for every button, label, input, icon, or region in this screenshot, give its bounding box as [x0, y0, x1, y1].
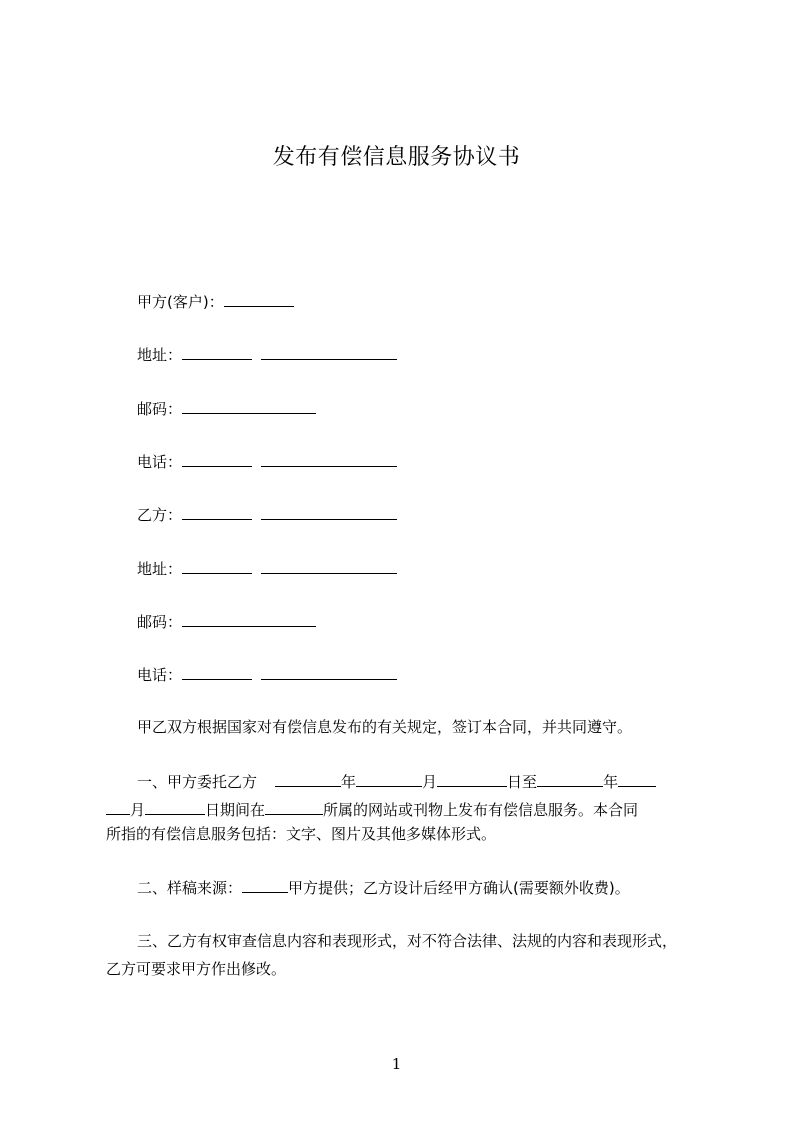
address-2-field — [137, 558, 397, 580]
clause-1-text-a: 一、甲方委托乙方 — [137, 773, 258, 791]
address-1-field — [137, 344, 397, 366]
address-1-blank-a — [182, 345, 252, 360]
clause-1-blank-7 — [145, 800, 205, 815]
phone-1-blank-b — [261, 452, 397, 467]
address-2-label: 地址： — [137, 560, 183, 578]
clause-1-blank-2 — [356, 772, 422, 787]
party-a-label: 甲方(客户)： — [137, 293, 224, 311]
clause-1-blank-6 — [106, 800, 130, 815]
phone-2-blank-b — [261, 665, 397, 680]
document-title: 发布有偿信息服务协议书 — [272, 145, 521, 170]
clause-2 — [137, 877, 630, 899]
page-number: 1 — [391, 1055, 402, 1073]
party-b-blank-a — [182, 505, 252, 520]
clause-1-blank-3 — [437, 772, 507, 787]
clause-3-line-1: 三、乙方有权审查信息内容和表现形式，对不符合法律、法规的内容和表现形式， — [137, 932, 678, 950]
address-2-blank-a — [182, 559, 252, 574]
clause-1-text-f: 月 — [130, 801, 146, 819]
clause-2-blank — [242, 878, 288, 893]
clause-1-line-1 — [137, 771, 656, 793]
clause-1-blank-5 — [618, 772, 656, 787]
phone-2-field — [137, 664, 397, 686]
postcode-2-field — [137, 611, 316, 633]
clause-1-text-h: 所属的网站或刊物上发布有偿信息服务。本合同 — [323, 801, 639, 819]
postcode-1-field — [137, 398, 316, 420]
clause-1-text-d: 日至 — [507, 773, 538, 791]
postcode-1-label: 邮码： — [137, 400, 183, 418]
party-b-blank-b — [261, 505, 397, 520]
party-b-field — [137, 504, 397, 526]
postcode-2-label: 邮码： — [137, 613, 183, 631]
phone-1-blank-a — [182, 452, 252, 467]
address-1-label: 地址： — [137, 346, 183, 364]
phone-1-field — [137, 451, 397, 473]
clause-3-line-2: 乙方可要求甲方作出修改。 — [106, 960, 287, 978]
phone-1-label: 电话： — [137, 453, 183, 471]
clause-1-line-3: 所指的有偿信息服务包括：文字、图片及其他多媒体形式。 — [106, 825, 497, 843]
party-b-label: 乙方： — [137, 506, 183, 524]
phone-2-blank-a — [182, 665, 252, 680]
clause-1-text-g: 日期间在 — [205, 801, 266, 819]
clause-1-text-c: 月 — [422, 773, 438, 791]
clause-1-text-b: 年 — [341, 773, 357, 791]
address-1-blank-b — [261, 345, 397, 360]
phone-2-label: 电话： — [137, 666, 183, 684]
clause-1-blank-1 — [275, 772, 341, 787]
postcode-1-blank — [182, 399, 316, 414]
party-a-field — [137, 291, 294, 313]
clause-1-text-e: 年 — [603, 773, 619, 791]
clause-1-line-2 — [106, 799, 697, 821]
intro-paragraph: 甲乙双方根据国家对有偿信息发布的有关规定，签订本合同，并共同遵守。 — [137, 718, 633, 736]
postcode-2-blank — [182, 612, 316, 627]
clause-2-text-a: 二、样稿来源： — [137, 879, 243, 897]
clause-2-text-b: 甲方提供；乙方设计后经甲方确认(需要额外收费)。 — [288, 879, 630, 897]
clause-1-blank-4 — [537, 772, 603, 787]
party-a-blank — [224, 292, 294, 307]
clause-1-blank-8 — [265, 800, 323, 815]
address-2-blank-b — [261, 559, 397, 574]
